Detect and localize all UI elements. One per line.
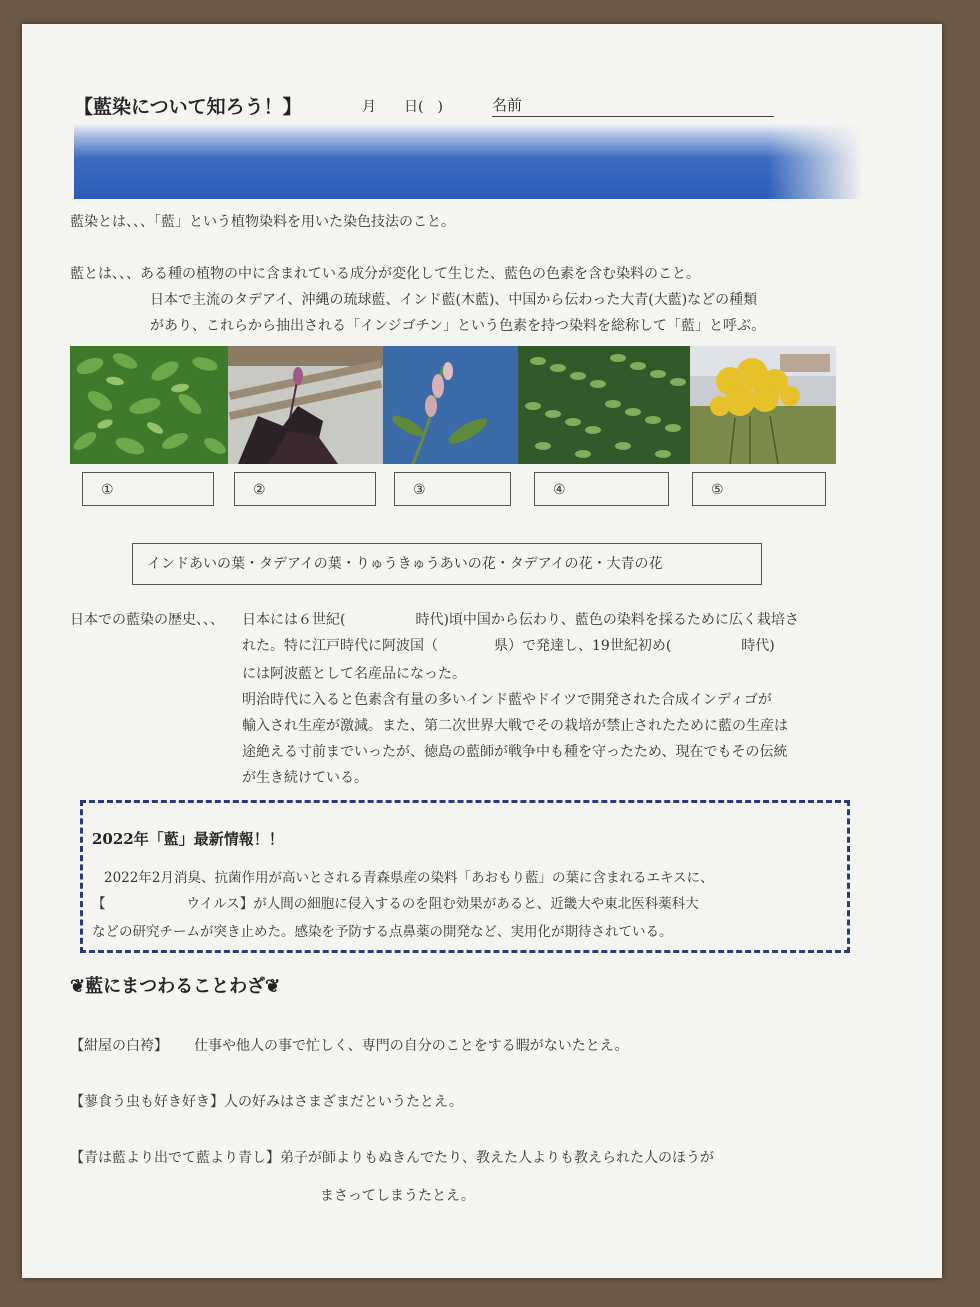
proverb-term: 【蓼食う虫も好き好き】 xyxy=(70,1094,224,1110)
intro-line-2: 藍とは、、、ある種の植物の中に含まれている成分が変化して生じた、藍色の色素を含む染料のこと。 xyxy=(70,266,700,282)
answer-box-4[interactable] xyxy=(534,472,669,506)
worksheet-paper xyxy=(22,24,942,1278)
answer-box-4-number: ④ xyxy=(553,482,566,498)
proverb-meaning: 仕事や他人の事で忙しく、専門の自分のことをする暇がないたとえ。 xyxy=(194,1038,629,1054)
news-line-1: 2022年2月消臭、抗菌作用が高いとされる青森県産の染料「あおもり藍」の葉に含まれるエキスに、 xyxy=(104,870,714,886)
history-line-5: 輸入され生産が激減。また、第二次世界大戦でその栽培が禁止されたために藍の生産は xyxy=(242,718,788,734)
photo-ryukyu-ai-flower xyxy=(383,346,518,464)
history-line-7: が生き続けている。 xyxy=(242,770,368,786)
name-underline xyxy=(492,116,774,117)
proverb-row-3-continuation: まさってしまうたとえ。 xyxy=(320,1188,475,1204)
photo-tadeai-flower-dark xyxy=(228,346,383,464)
news-line-3: などの研究チームが突き止めた。感染を予防する点鼻薬の開発など、実用化が期待されている。 xyxy=(92,924,673,940)
proverb-meaning: 弟子が師よりもぬきんでたり、教えた人よりも教えられた人のほうが xyxy=(280,1150,714,1166)
word-bank-box: インドあいの葉・タデアイの葉・りゅうきゅうあいの花・タデアイの花・大青の花 xyxy=(132,543,762,585)
worksheet-title: 【藍染について知ろう！】 xyxy=(74,96,302,118)
history-line-3: には阿波藍として名産品になった。 xyxy=(242,666,466,682)
blue-banner xyxy=(74,124,862,199)
intro-line-4: があり、これらから抽出される「インジゴチン」という色素を持つ染料を総称して「藍」と呼ぶ。 xyxy=(150,318,766,334)
photo-indigo-leaves-1 xyxy=(70,346,228,464)
news-line-2: 【 ウイルス】が人間の細胞に侵入するのを阻む効果があると、近畿大や東北医科薬科大 xyxy=(92,896,699,912)
history-line-6: 途絶える寸前までいったが、徳島の藍師が戦争中も種を守ったため、現在でもその伝統 xyxy=(242,744,788,760)
answer-box-5[interactable] xyxy=(692,472,826,506)
intro-line-3: 日本で主流のタデアイ、沖縄の琉球藍、インド藍(木藍)、中国から伝わった大青(大藍)などの種類 xyxy=(150,292,758,308)
history-heading: 日本での藍染の歴史、、、 xyxy=(70,612,224,628)
proverb-term: 【青は藍より出でて藍より青し】 xyxy=(70,1150,280,1166)
name-label: 名前 xyxy=(492,96,523,114)
answer-box-1[interactable] xyxy=(82,472,214,506)
answer-box-5-number: ⑤ xyxy=(711,482,724,498)
history-line-4: 明治時代に入ると色素含有量の多いインド藍やドイツで開発された合成インディゴが xyxy=(242,692,772,708)
answer-box-3-number: ③ xyxy=(413,482,426,498)
plant-photo-row xyxy=(70,346,836,464)
decorative-note-icon: ❦ xyxy=(265,976,281,997)
news-heading: 2022年「藍」最新情報！！ xyxy=(92,830,284,848)
answer-box-1-number: ① xyxy=(101,482,114,498)
proverbs-heading: 藍にまつわることわざ xyxy=(85,976,266,997)
history-line-2: れた。特に江戸時代に阿波国（ 県）で発達し、19世紀初め( 時代) xyxy=(242,638,775,654)
proverb-row-1 xyxy=(70,1032,629,1060)
answer-box-3[interactable] xyxy=(394,472,511,506)
photo-indo-ai-leaves xyxy=(518,346,690,464)
date-field: 月 日( ) xyxy=(362,99,443,115)
proverb-row-2 xyxy=(70,1088,463,1116)
decorative-note-icon: ❦ xyxy=(70,976,86,997)
proverbs-heading-wrap xyxy=(70,972,280,998)
proverb-meaning: 人の好みはさまざまだというたとえ。 xyxy=(224,1094,463,1110)
proverb-term: 【紺屋の白袴】 xyxy=(70,1038,168,1054)
photo-daisei-flower xyxy=(690,346,836,464)
intro-line-1: 藍染とは、、、「藍」という植物染料を用いた染色技法のこと。 xyxy=(70,214,455,230)
history-line-1: 日本には６世紀( 時代)頃中国から伝わり、藍色の染料を採るために広く栽培さ xyxy=(242,612,799,628)
proverb-row-3 xyxy=(70,1144,714,1172)
answer-box-2-number: ② xyxy=(253,482,266,498)
answer-box-2[interactable] xyxy=(234,472,376,506)
